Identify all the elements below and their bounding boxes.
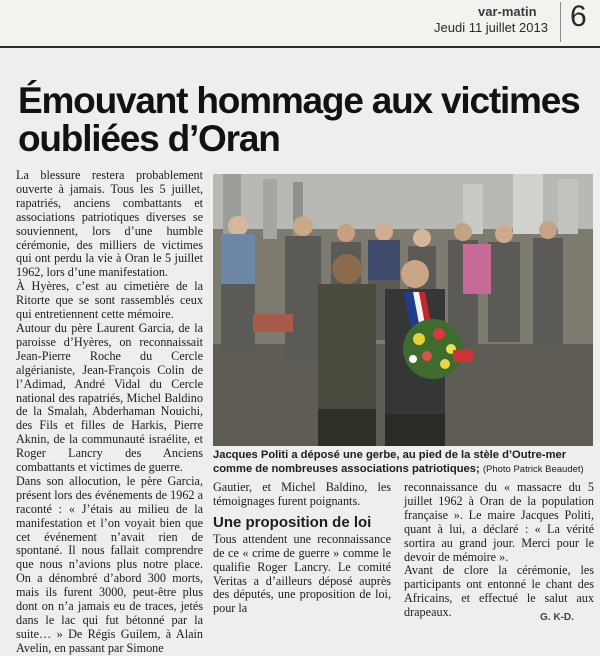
issue-date: Jeudi 11 juillet 2013 [434,20,548,35]
article-column-3 [404,481,594,620]
article-column-1 [16,169,203,656]
photo-caption [213,448,595,477]
newspaper-name: var-matin [478,4,537,19]
author-signature: G. K-D. [540,612,574,623]
body-paragraph: Tous attendent une reconnaissance de ce « crime de guerre » comme le qualifie Roger Lancry. Le comité Veritas a d’ailleurs déposé auprès des députés, une proposition de loi, pour la [213,531,391,616]
caption-text: Jacques Politi a déposé une gerbe, au pied de la stèle d’Outre-mer comme de nombreuses associations patriotiques; [213,449,567,475]
section-subheading: Une proposition de loi [213,513,372,531]
photo-credit: (Photo Patrick Beaudet) [482,464,584,475]
article-photo [213,174,593,446]
page-number: 6 [570,0,587,33]
body-paragraph: Avant de clore la cérémonie, les participants ont entonné le chant des Africains, et effectué le salut aux drapeaux. [404,563,594,620]
body-paragraph: La blessure restera probablement ouverte à jamais. Tous les 5 juillet, rapatriés, anciens combattants et associations patriotiques diverses se souviennent, lors d’une humble cérémonie, des milliers de victimes qui ont perdu la vie à Oran le 5 juillet 1962, lors d’une manifestation. [16,168,203,280]
body-paragraph: Dans son allocution, le père Garcia, présent lors des événements de 1962 a raconté : « J’étais au milieu de la manifestation et l’on voyait bien que cet événement n’avait rien de spontané. Il nous fallait comprendre que nous n’avions plus notre place. On a dénombré d’abord 300 morts, mais ils furent 3000, peut-être plus dont on n’a jamais eu de traces, jetés dans le lac qui fut bétonné par la suite… » De Régis Guilem, à Alain Avelin, en passant par Simone [16,473,203,655]
ceremony-photo-illustration [213,174,593,446]
body-paragraph: À Hyères, c’est au cimetière de la Ritorte que se sont rassemblés ceux qui entretiennent cette mémoire. [16,279,203,322]
article-column-2 [213,481,391,616]
article-headline: Émouvant hommage aux victimes oubliées d’Oran [18,80,580,159]
masthead [0,0,600,48]
body-paragraph: Autour du père Laurent Garcia, de la paroisse d’Hyères, on reconnaissait Jean-Pierre Roche du Cercle algérianiste, Jean-François Colin de l’Adimad, André Vidal du Cercle national des rapatriés, Michel Baldino de la Smalah, Abderhaman Nouichi, des Fils et filles de Harkis, Pierre Aknin, de la communauté israélite, et Roger Lancry des Anciens combattants et victimes de guerre. [16,320,203,475]
masthead-divider [560,2,561,42]
body-paragraph: Gautier, et Michel Baldino, les témoignages furent poignants. [213,480,391,508]
body-paragraph: reconnaissance du « massacre du 5 juillet 1962 à Oran de la population française ». Le maire Jacques Politi, quant à lui, a déclaré : « La vérité sortira au grand jour. Merci pour le devoir de mémoire ». [404,480,594,564]
